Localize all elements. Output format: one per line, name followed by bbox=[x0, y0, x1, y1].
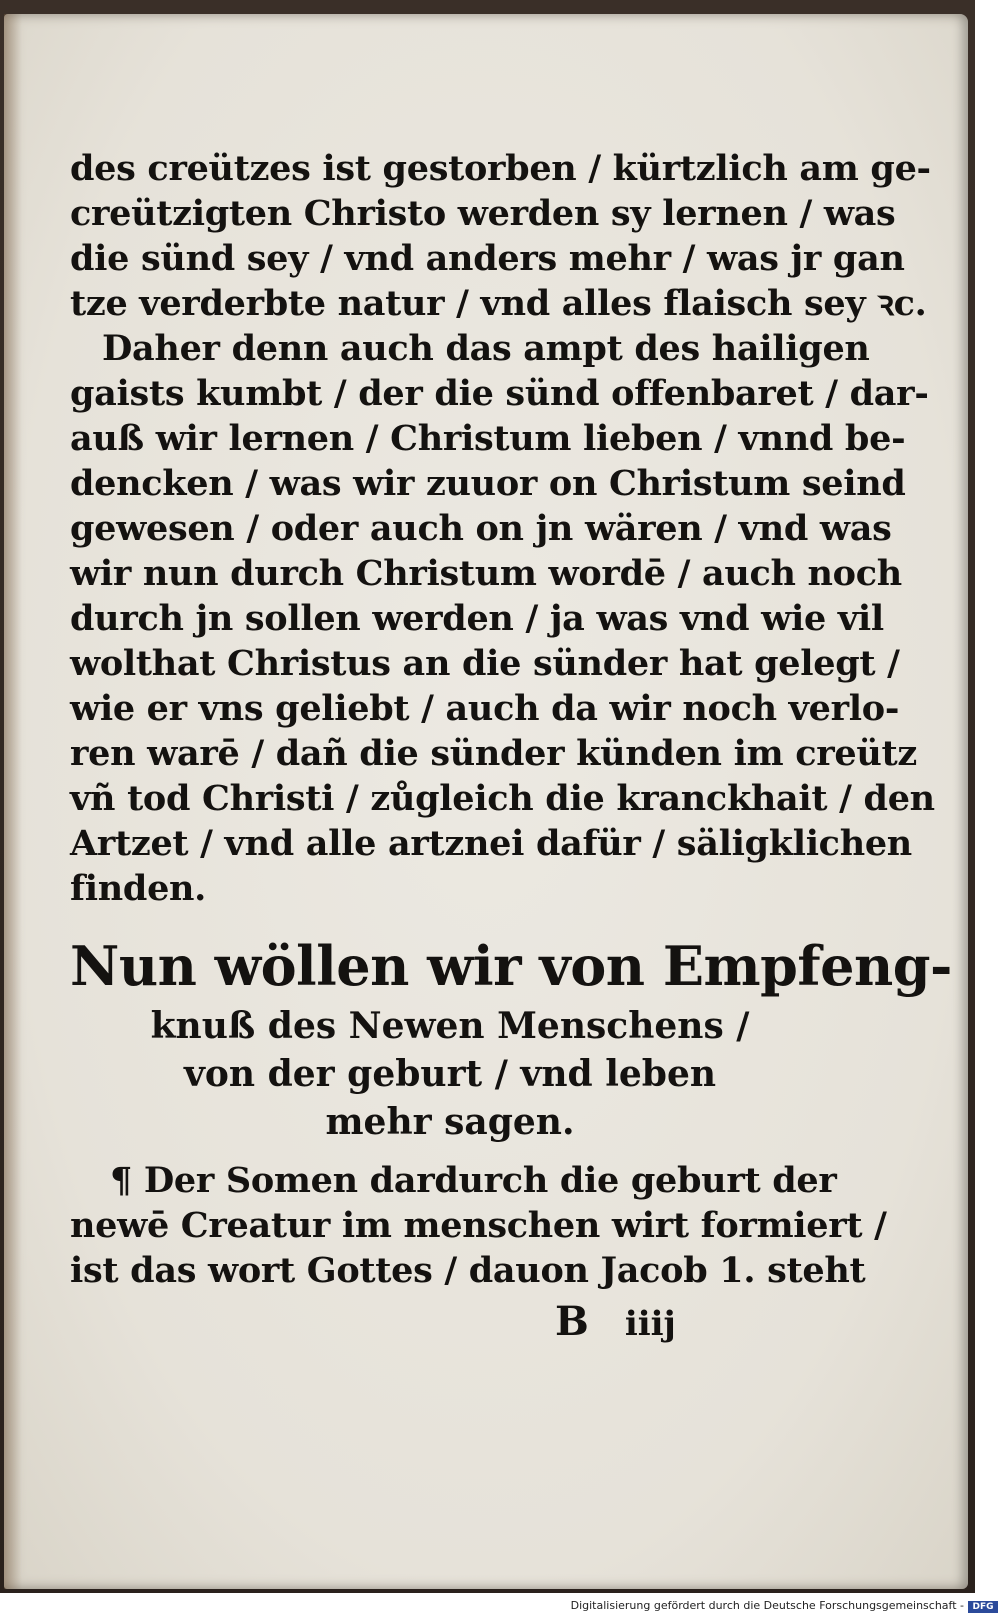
body-line: durch jn sollen werden / ja was vnd wie vil bbox=[70, 598, 884, 639]
signature-mark bbox=[555, 1298, 676, 1345]
body-line: finden. bbox=[70, 868, 207, 909]
body-line: newē Creatur im menschen wirt formiert / bbox=[70, 1205, 887, 1246]
signature-number: iiij bbox=[624, 1304, 676, 1344]
body-line: ¶ Der Somen dardurch die geburt der bbox=[110, 1160, 837, 1201]
body-line: wie er vns geliebt / auch da wir noch verlo- bbox=[70, 688, 900, 729]
body-line: ist das wort Gottes / dauon Jacob 1. steht bbox=[70, 1250, 866, 1291]
heading-line: knuß des Newen Menschens / bbox=[150, 1005, 750, 1047]
body-line: creützigten Christo werden sy lernen / was bbox=[70, 193, 896, 234]
body-line: gaists kumbt / der die sünd offenbaret / dar- bbox=[70, 373, 929, 414]
body-text-block bbox=[70, 146, 935, 911]
heading-line: Nun wöllen wir von Empfeng- bbox=[70, 934, 952, 998]
body-line: Artzet / vnd alle artznei dafür / säligklichen bbox=[70, 823, 912, 864]
digitization-credit: Digitalisierung gefördert durch die Deutsche Forschungsgemeinschaft - bbox=[570, 1599, 964, 1612]
dfg-logo: DFG bbox=[968, 1601, 998, 1613]
heading-line: von der geburt / vnd leben bbox=[183, 1053, 717, 1095]
body-line: des creützes ist gestorben / kürtzlich am ge- bbox=[70, 148, 931, 189]
heading-line: mehr sagen. bbox=[325, 1101, 575, 1143]
body-line: ren warē / dañ die sünder künden im creütz bbox=[70, 733, 917, 774]
body-line: die sünd sey / vnd anders mehr / was jr gan bbox=[70, 238, 905, 279]
signature-letter: B bbox=[555, 1298, 589, 1345]
body-line: tze verderbte natur / vnd alles flaisch sey ꝛc. bbox=[70, 283, 927, 324]
body-line: wir nun durch Christum wordē / auch noch bbox=[70, 553, 902, 594]
body-line: auß wir lernen / Christum lieben / vnnd be- bbox=[70, 418, 906, 459]
body-line: gewesen / oder auch on jn wären / vnd was bbox=[70, 508, 892, 549]
page-gutter bbox=[4, 14, 22, 1589]
body-line: Daher denn auch das ampt des hailigen bbox=[102, 328, 870, 369]
section-heading bbox=[70, 930, 952, 1146]
body-line: vñ tod Christi / zůgleich die kranckhait / den bbox=[70, 778, 935, 819]
second-text-block bbox=[70, 1158, 887, 1293]
body-line: wolthat Christus an die sünder hat gelegt / bbox=[70, 643, 900, 684]
body-line: dencken / was wir zuuor on Christum seind bbox=[70, 463, 906, 504]
